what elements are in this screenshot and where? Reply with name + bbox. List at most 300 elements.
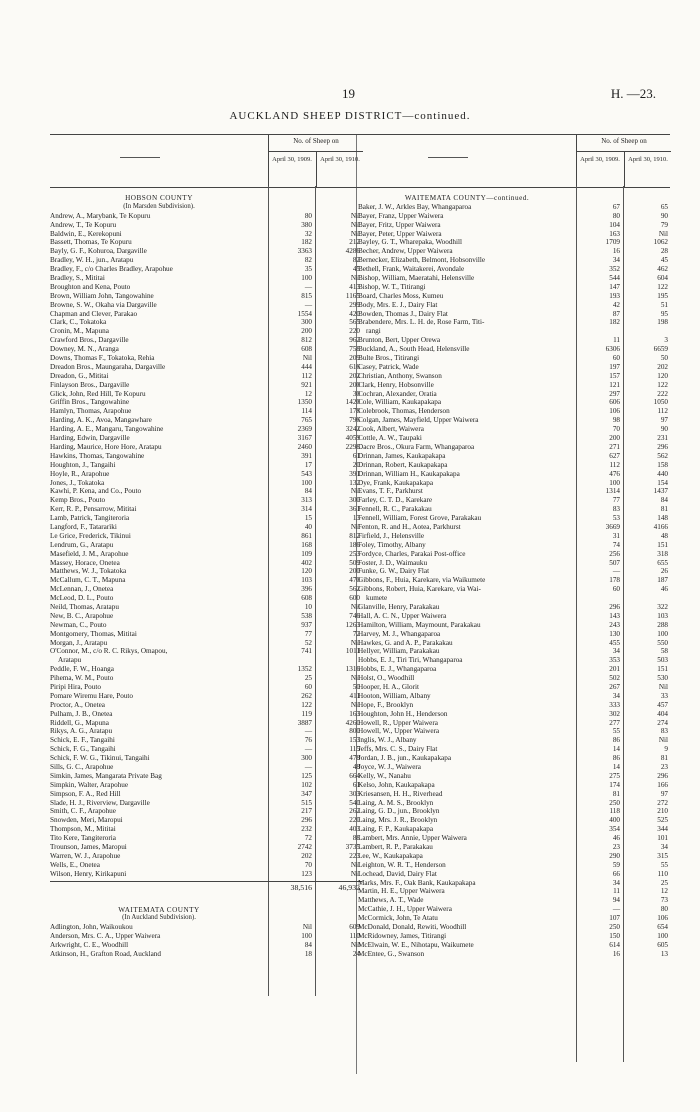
- sheep-1909: 200: [609, 434, 620, 443]
- row-name: Pulham, J. B., Onetea: [50, 709, 113, 718]
- row-name: Pomare Wiremu Hare, Pouto: [50, 691, 134, 700]
- sheep-1910: 274: [657, 718, 668, 727]
- row-name: Hellyer, William, Parakakau: [358, 647, 440, 656]
- table-row: [358, 310, 670, 319]
- row-name: McElwain, W. E., Nihotapu, Waikumete: [358, 940, 474, 949]
- table-row: [358, 416, 670, 425]
- row-name: Anderson, Mrs. C. A., Upper Waiwera: [50, 932, 161, 941]
- row-name: Cole, William, Kaukapakapa: [358, 398, 442, 407]
- sheep-1910: 253: [349, 549, 360, 558]
- table-row: [50, 407, 362, 416]
- sheep-1910: 1050: [653, 398, 668, 407]
- table-row: [358, 283, 670, 292]
- sheep-1910: 200: [349, 380, 360, 389]
- row-name: Houghton, J., Tangaihi: [50, 460, 116, 469]
- row-name: Jordan, J. B., jun., Kaukapakapa: [358, 754, 452, 763]
- row-name: Bradley, F., c/o Charles Bradley, Arapohue: [50, 265, 173, 274]
- sheep-1909: 34: [612, 256, 620, 265]
- sheep-1910: 153: [349, 736, 360, 745]
- sheep-1909: —: [304, 763, 312, 771]
- table-row: [358, 496, 670, 505]
- sheep-1909: 11: [613, 336, 620, 345]
- sheep-1909: 608: [301, 594, 312, 603]
- row-name: Becher, Andrew, Upper Waiwera: [358, 247, 453, 256]
- sheep-1909: 60: [612, 585, 620, 594]
- sheep-1910: 20: [352, 460, 360, 469]
- table-row: [50, 354, 362, 363]
- sheep-1910: 600: [349, 594, 360, 603]
- row-name: Clark, Henry, Hobsonville: [358, 380, 434, 389]
- table-row: [358, 710, 670, 719]
- sheep-1909: 42: [612, 300, 620, 309]
- row-name: Bulte Bros., Titirangi: [358, 354, 420, 363]
- sheep-1910: 604: [657, 274, 668, 283]
- row-name: Broughton and Kena, Pouto: [50, 282, 131, 291]
- row-name: Smith, C. F., Arapohue: [50, 807, 116, 816]
- sheep-1909: 112: [609, 460, 620, 469]
- left-table-body: [50, 188, 362, 959]
- sheep-1909: 23: [612, 843, 620, 852]
- table-row: [358, 345, 670, 354]
- sheep-1909: 84: [304, 487, 312, 496]
- row-name: Wilson, Henry, Kirikapuni: [50, 869, 127, 878]
- sheep-1909: 391: [301, 451, 312, 460]
- sheep-1910: 616: [349, 362, 360, 371]
- row-name: Dye, Frank, Kaukapakapa: [358, 478, 434, 487]
- sheep-1910: 26: [660, 567, 668, 576]
- row-name: Drinnan, James, Kaukapakapa: [358, 451, 446, 460]
- sheep-1909: 40: [304, 522, 312, 531]
- table-row: [50, 559, 362, 568]
- sheep-1910: 79: [660, 220, 668, 229]
- right-table-body: [358, 188, 670, 959]
- table-row: [50, 390, 362, 399]
- sheep-1909: 1554: [297, 309, 312, 318]
- table-row: [358, 203, 670, 212]
- table-row: [50, 541, 362, 550]
- row-name: Laing, G. D., jun., Brooklyn: [358, 807, 440, 816]
- sheep-1909: 53: [612, 514, 620, 523]
- row-name: Matthews, W. J., Tokatoka: [50, 567, 127, 576]
- sheep-1909: 6306: [605, 345, 620, 354]
- sheep-1909: 538: [301, 611, 312, 620]
- table-row: [358, 852, 670, 861]
- sheep-1910: 318: [657, 549, 668, 558]
- table-row: [358, 363, 670, 372]
- sheep-1910: 1420: [345, 398, 360, 407]
- row-name: Trounson, James, Maropui: [50, 843, 127, 852]
- row-name: Browne, S. W., Okaha via Dargaville: [50, 300, 157, 309]
- row-name: Downey, M. N., Aranga: [50, 345, 119, 354]
- sheep-1910: 65: [660, 202, 668, 211]
- sheep-1909: 80: [304, 211, 312, 220]
- sheep-1909: 201: [609, 665, 620, 674]
- sheep-1910: 46,932: [338, 882, 360, 892]
- row-name: Wells, E., Onetea: [50, 860, 100, 869]
- table-row: [358, 541, 670, 550]
- sheep-1910: 58: [660, 647, 668, 656]
- sheep-1910: 222: [657, 389, 668, 398]
- row-name: kumete: [366, 594, 388, 603]
- row-name: McLennan, J., Onetea: [50, 585, 114, 594]
- sheep-1910: 6659: [653, 345, 668, 354]
- table-row: [50, 301, 362, 310]
- sheep-1910: 82: [352, 256, 360, 265]
- sheep-1909: 193: [609, 291, 620, 300]
- sheep-1909: 98: [612, 416, 620, 425]
- sheep-1910: 4260: [345, 718, 360, 727]
- table-row: [358, 238, 670, 247]
- row-name: Rikys, A. G., Aratapu: [50, 727, 113, 736]
- table-row: [358, 665, 670, 674]
- row-name: McEntee, G., Swanson: [358, 949, 425, 958]
- row-name: Thompson, M., Mititai: [50, 825, 116, 834]
- row-name: Bayer, Peter, Upper Waiwera: [358, 229, 442, 238]
- sheep-1909: 3363: [297, 247, 312, 256]
- sheep-1909: 250: [609, 923, 620, 932]
- table-row: [50, 434, 362, 443]
- sheep-1910: 562: [657, 451, 668, 460]
- sheep-1909: 2460: [297, 442, 312, 451]
- row-name: Harding, A. K., Avoa, Mangawhare: [50, 416, 152, 425]
- row-name: Newman, C., Pouto: [50, 620, 107, 629]
- sheep-1909: 67: [612, 202, 620, 211]
- table-row: [50, 941, 362, 950]
- sheep-1909: 296: [609, 602, 620, 611]
- row-name: Schick, F. W. G., Tikinui, Tangaihi: [50, 754, 150, 763]
- sheep-1909: 1709: [605, 238, 620, 247]
- table-row: [358, 870, 670, 879]
- sheep-1910: Nil: [350, 700, 360, 709]
- row-name: Hamlyn, Thomas, Arapohue: [50, 407, 132, 416]
- sheep-1910: 90: [660, 425, 668, 434]
- sheep-1910: 45: [352, 265, 360, 274]
- sheep-1910: 132: [349, 478, 360, 487]
- table-row: [50, 656, 362, 665]
- sheep-1910: Nil: [658, 229, 668, 238]
- sheep-1909: 296: [301, 816, 312, 825]
- sheep-1909: 109: [301, 549, 312, 558]
- sheep-1910: 478: [349, 754, 360, 763]
- row-name: Laing, F. P., Kaukapakapa: [358, 825, 434, 834]
- row-name: Bernecker, Elizabeth, Belmont, Hobsonville: [358, 256, 486, 265]
- sheep-1909: 120: [301, 567, 312, 576]
- sheep-1910: Nil: [350, 487, 360, 496]
- sheep-1910: 2298: [345, 442, 360, 451]
- sheep-1909: 313: [301, 496, 312, 505]
- table-row: [358, 656, 670, 665]
- row-name: Masefield, J. M., Arapohue: [50, 549, 129, 558]
- table-row: [358, 905, 670, 914]
- row-name: Glick, John, Red Hill, Te Kopuru: [50, 389, 146, 398]
- sheep-1910: Nil: [350, 674, 360, 683]
- sheep-1910: 88: [352, 834, 360, 843]
- row-name: Houghton, John H., Henderson: [358, 709, 448, 718]
- row-name: Kelso, John, Kaukapakapa: [358, 780, 435, 789]
- table-row: [50, 923, 362, 932]
- table-row: [50, 870, 362, 879]
- table-row: [50, 310, 362, 319]
- sheep-1910: 178: [349, 407, 360, 416]
- table-row: [358, 576, 670, 585]
- row-name: New, B. C., Arapohue: [50, 611, 114, 620]
- sheep-1909: 606: [609, 398, 620, 407]
- sheep-1909: 812: [301, 336, 312, 345]
- sheep-1909: 543: [301, 469, 312, 478]
- table-row: [358, 772, 670, 781]
- sheep-1909: 100: [609, 478, 620, 487]
- table-row: [50, 647, 362, 656]
- row-name: Sills, G. C., Arapohue: [50, 763, 114, 771]
- sheep-1910: 151: [657, 665, 668, 674]
- sheep-1910: 503: [657, 656, 668, 665]
- sheep-1909: 937: [301, 620, 312, 629]
- sheep-1909: 12: [304, 389, 312, 398]
- table-row: [358, 674, 670, 683]
- row-name: Baker, J. W., Arkles Bay, Whangaparoa: [358, 202, 472, 211]
- sheep-1909: 3669: [605, 522, 620, 531]
- table-row: [50, 345, 362, 354]
- sheep-1910: 23: [660, 763, 668, 771]
- sheep-1910: 83: [660, 727, 668, 736]
- row-name: Buckland, A., South Head, Helensville: [358, 345, 470, 354]
- sheep-1910: 746: [349, 611, 360, 620]
- table-row: [50, 336, 362, 345]
- sheep-1910: 103: [657, 611, 668, 620]
- sheep-1909: 34: [612, 878, 620, 887]
- table-row: [358, 318, 670, 327]
- sheep-1910: 112: [657, 407, 668, 416]
- table-row: [50, 292, 362, 301]
- table-row: [50, 710, 362, 719]
- table-row: [358, 470, 670, 479]
- sheep-1910: 440: [657, 469, 668, 478]
- row-name: Foster, J. D., Waimauku: [358, 558, 428, 567]
- table-row: [358, 559, 670, 568]
- row-name: Hooton, William, Albany: [358, 691, 431, 700]
- row-name: Marks, Mrs. F., Oak Bank, Kaukapakapa: [358, 878, 476, 887]
- sheep-1909: 197: [609, 362, 620, 371]
- sheep-1909: 38,516: [290, 882, 312, 892]
- sheep-1910: 110: [349, 932, 360, 941]
- sheep-1909: 86: [612, 754, 620, 763]
- header-dash: [120, 157, 160, 158]
- sheep-1910: 120: [657, 371, 668, 380]
- row-name: Inglis, W. J., Albany: [358, 736, 417, 745]
- table-row: [358, 479, 670, 488]
- sheep-1910: 315: [657, 851, 668, 860]
- sheep-1909: 455: [609, 638, 620, 647]
- sheep-1910: 299: [349, 300, 360, 309]
- row-name: Lendrum, G., Aratapu: [50, 540, 114, 549]
- sheep-1909: 515: [301, 798, 312, 807]
- sheep-1909: 275: [609, 771, 620, 780]
- table-row: [50, 203, 362, 212]
- sheep-1910: 812: [349, 531, 360, 540]
- sheep-1910: 411: [349, 691, 360, 700]
- row-name: Funke, G. W., Dairy Flat: [358, 567, 430, 576]
- table-row: [50, 914, 362, 923]
- table-row: [358, 683, 670, 692]
- table-row: [358, 532, 670, 541]
- row-name: rangi: [366, 327, 381, 336]
- table-row: [50, 416, 362, 425]
- sheep-1909: 60: [612, 354, 620, 363]
- row-name: Schick, F. G., Tangaihi: [50, 745, 116, 754]
- sheep-1909: 333: [609, 700, 620, 709]
- sheep-1909: 1350: [297, 398, 312, 407]
- sheep-1909: 80: [612, 211, 620, 220]
- sheep-1910: 4166: [653, 522, 668, 531]
- table-row: [50, 906, 362, 915]
- sheep-1910: 609: [349, 923, 360, 932]
- sheep-1910: 202: [657, 362, 668, 371]
- table-row: [50, 283, 362, 292]
- sheep-1910: 90: [660, 211, 668, 220]
- table-row: [50, 825, 362, 834]
- sheep-1910: 404: [657, 709, 668, 718]
- table-row: [50, 496, 362, 505]
- sheep-1910: 654: [657, 923, 668, 932]
- table-row: [358, 950, 670, 959]
- row-name: Jones, J., Tokatoka: [50, 478, 105, 487]
- sheep-1909: 147: [609, 282, 620, 291]
- sheep-1909: 10: [304, 602, 312, 611]
- table-row: [50, 398, 362, 407]
- table-row: [50, 683, 362, 692]
- table-row: [358, 647, 670, 656]
- sheep-1909: 121: [609, 380, 620, 389]
- sheep-1910: Nil: [350, 869, 360, 878]
- sheep-1909: 103: [301, 576, 312, 585]
- sheep-1909: Nil: [302, 923, 312, 932]
- row-name: Cronin, M., Mapuna: [50, 327, 109, 336]
- table-row: [358, 701, 670, 710]
- row-name: Harding, Edwin, Dargaville: [50, 434, 130, 443]
- sheep-1910: Nil: [658, 682, 668, 691]
- sheep-1910: 457: [657, 700, 668, 709]
- sheep-1910: 122: [657, 380, 668, 389]
- sheep-1910: 4286: [345, 247, 360, 256]
- row-name: Laing, A. M. S., Brooklyn: [358, 798, 434, 807]
- row-name: Bethell, Frank, Waitakerei, Avondale: [358, 265, 465, 274]
- sheep-1909: 200: [301, 327, 312, 336]
- row-name: Gibbons, F., Huia, Karekare, via Waikumete: [358, 576, 486, 585]
- table-row: [50, 230, 362, 239]
- sheep-1910: 48: [660, 531, 668, 540]
- sheep-1910: 101: [657, 834, 668, 843]
- row-name: WAITEMATA COUNTY—continued.: [404, 194, 530, 202]
- row-name: Finlayson Bros., Dargaville: [50, 380, 130, 389]
- row-name: Matthews, A. T., Wade: [358, 896, 424, 905]
- row-name: Bayly, G. F., Kohuroa, Dargaville: [50, 247, 147, 256]
- table-row: [358, 398, 670, 407]
- sheep-1909: 74: [612, 540, 620, 549]
- row-name: Pihema, W. M., Pouto: [50, 674, 114, 683]
- sheep-1910: 110: [657, 869, 668, 878]
- sheep-1909: 502: [609, 674, 620, 683]
- sheep-1910: 344: [657, 825, 668, 834]
- sheep-1910: 1011: [345, 647, 360, 656]
- table-row: [50, 274, 362, 283]
- sheep-1910: 540: [349, 798, 360, 807]
- sheep-1910: 28: [660, 247, 668, 256]
- row-name: Clark, C., Tokatoka: [50, 318, 107, 327]
- sheep-1910: 55: [660, 860, 668, 869]
- row-name: Cook, Albert, Waiwera: [358, 425, 424, 434]
- sheep-1910: 106: [657, 914, 668, 923]
- sheep-1910: 51: [660, 300, 668, 309]
- row-name: Bayley, G. T., Wharepaka, Woodhill: [358, 238, 463, 247]
- row-name: Bayer, Fritz, Upper Waiwera: [358, 220, 441, 229]
- row-name: Kerr, R. P., Pensarrow, Mititai: [50, 505, 137, 514]
- table-row: [358, 896, 670, 905]
- table-row: [50, 194, 362, 203]
- sheep-1909: —: [304, 745, 312, 754]
- sheep-1910: Nil: [350, 220, 360, 229]
- table-row: [50, 505, 362, 514]
- table-row: [50, 327, 362, 336]
- sheep-1910: 361: [349, 505, 360, 514]
- sheep-1909: 1352: [297, 665, 312, 674]
- sheep-1909: 250: [609, 798, 620, 807]
- row-name: Body, Mrs. E. J., Dairy Flat: [358, 300, 438, 309]
- row-name: Firfield, J., Helensville: [358, 531, 425, 540]
- table-row: [358, 452, 670, 461]
- table-row: [358, 887, 670, 896]
- sheep-1910: 391: [349, 469, 360, 478]
- sheep-1910: 664: [349, 771, 360, 780]
- row-name: Hamilton, William, Maymount, Parakakau: [358, 620, 481, 629]
- sheep-1910: 605: [657, 940, 668, 949]
- table-row: [358, 407, 670, 416]
- sheep-1910: 13: [352, 514, 360, 523]
- table-row: [358, 514, 670, 523]
- sheep-1910: 303: [349, 789, 360, 798]
- row-name: (In Auckland Subdivision).: [122, 914, 196, 922]
- sheep-1910: 796: [349, 416, 360, 425]
- sheep-1909: 380: [301, 220, 312, 229]
- table-row: [358, 221, 670, 230]
- table-row: [358, 754, 670, 763]
- sheep-1909: 174: [609, 780, 620, 789]
- row-name: Simpkin, Walter, Arapohue: [50, 780, 129, 789]
- sheep-1910: 100: [657, 931, 668, 940]
- row-name: Bassett, Thomas, Te Kopuru: [50, 238, 132, 247]
- table-row: [358, 745, 670, 754]
- sheep-1909: 118: [609, 807, 620, 816]
- sheep-1909: 122: [301, 700, 312, 709]
- table-row: [358, 807, 670, 816]
- row-name: Morgan, J., Aratapu: [50, 638, 108, 647]
- row-name: Neild, Thomas, Aratapu: [50, 602, 119, 611]
- row-name: Harvey, M. J., Whangaparoa: [358, 629, 441, 638]
- row-name: Laing, Mrs. J. R., Brooklyn: [358, 816, 438, 825]
- sheep-1909: 182: [609, 318, 620, 327]
- row-name: Harding, Maurice, Hore Hore, Aratapu: [50, 442, 162, 451]
- sheep-1909: 106: [609, 407, 620, 416]
- sheep-1909: 352: [609, 265, 620, 274]
- row-name: Kelly, W., Nanahu: [358, 771, 411, 780]
- sheep-1910: 33: [660, 691, 668, 700]
- table-row: [358, 727, 670, 736]
- sheep-1910: 97: [660, 416, 668, 425]
- row-name: Martin, H. E., Upper Waiwera: [358, 887, 445, 896]
- row-name: (In Marsden Subdivision).: [123, 202, 195, 210]
- table-row: [358, 639, 670, 648]
- table-row: [358, 816, 670, 825]
- sheep-1909: 60: [304, 682, 312, 691]
